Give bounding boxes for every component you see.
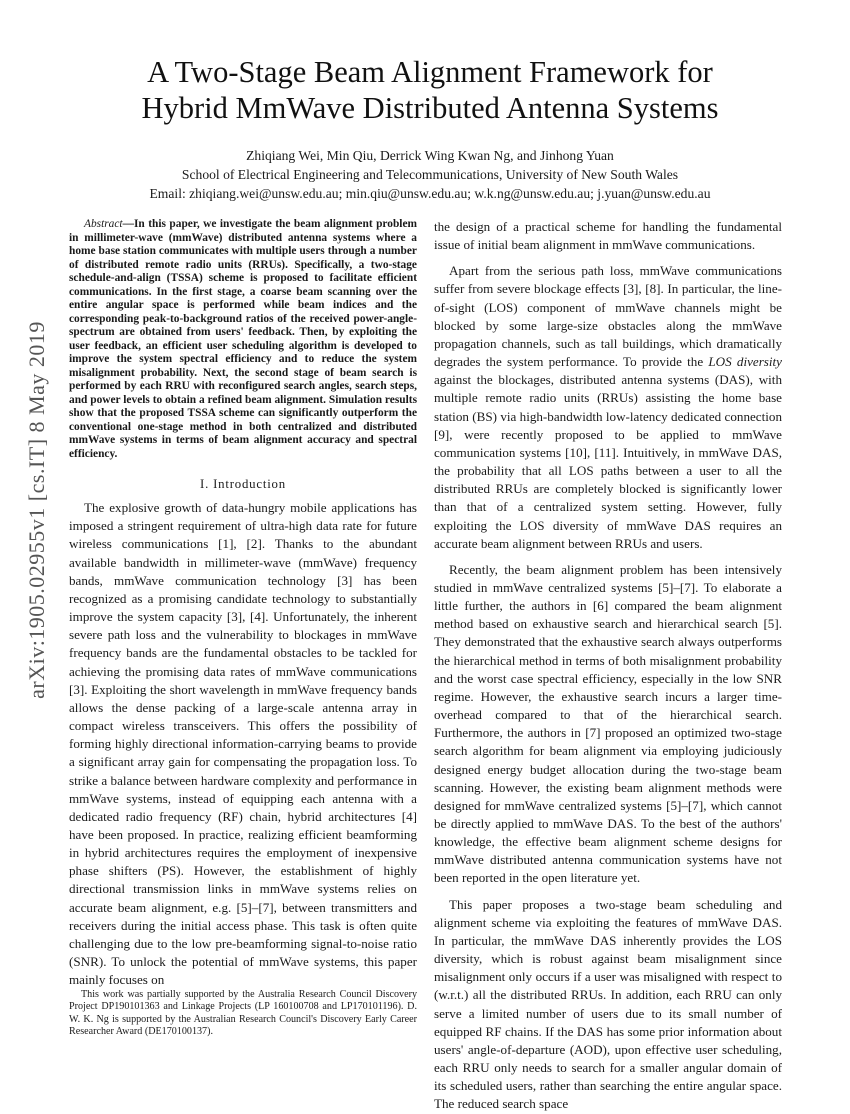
arxiv-identifier-text: arXiv:1905.02955v1 [cs.IT] 8 May 2019	[24, 321, 49, 699]
title-line-1: A Two-Stage Beam Alignment Framework for	[147, 55, 713, 89]
author-block	[70, 146, 790, 203]
right-paragraph-1-part-a: Apart from the serious path loss, mmWave communications suffer from severe blockage effects [3], [8]. In particular, the line-of-sight (LOS) component of mmWave channels might be blocked by some large-size obstacles along the mmWave propagation channels, such as tall buildings, which dramatically degrades the system performance. To provide the	[434, 263, 782, 370]
right-paragraph-1	[434, 262, 782, 553]
author-names: Zhiqiang Wei, Min Qiu, Derrick Wing Kwan Ng, and Jinhong Yuan	[246, 148, 614, 163]
intro-paragraph-1: The explosive growth of data-hungry mobile applications has imposed a stringent requirement of ultra-high data rate for future wireless communications [1], [2]. Thanks to the abundant available bandwidth in millimeter-wave (mmWave) frequency bands, mmWave communication technology [3] has been recognized as a promising candidate technology to substantially improve the system capacity [3], [4]. Unfortunately, the inherent severe path loss and the vulnerability to blockages in mmWave frequency bands are the fundamental obstacles to be tackled for achieving the promising data rates of mmWave communications [3]. Exploiting the short wavelength in mmWave frequency bands allows the dense packing of a large-scale antenna array in compact wireless transceivers. This offers the possibility of forming highly directional information-carrying beams to provide a significant array gain for compensating the propagation loss. To strike a balance between hardware complexity and performance in mmWave systems, instead of equipping each antenna with a dedicated radio frequency (RF) chain, hybrid architectures [4] have been proposed. In practice, realizing efficient beamforming in hybrid architectures requires the employment of inexpensive phase shifters (PS). However, the establishment of highly directional transmission links in mmWave systems relies on accurate beam alignment, e.g. [5]–[7], between transmitters and receivers during the initial access phase. This task is often quite challenging due to the low pre-beamforming signal-to-noise ratio (SNR). To unlock the potential of mmWave systems, this paper mainly focuses on	[69, 500, 417, 988]
right-paragraph-1-part-b: against the blockages, distributed antenna systems (DAS), with multiple remote radio units (RRUs) assisting the home base station (BS) via high-bandwidth low-latency dedicated connection [9], were recently proposed to be applied to mmWave communication systems [10], [11]. Intuitively, in mmWave DAS, the probability that all LOS paths between a user to all the distributed RRUs are completely blocked is significantly lower than that of a centralized system setting. However, fully exploiting the LOS diversity of mmWave DAS requires an accurate beam alignment between RRUs and users.	[434, 372, 782, 551]
right-paragraph-0: the design of a practical scheme for handling the fundamental issue of initial beam alignment in mmWave communications.	[434, 219, 782, 253]
left-column	[69, 218, 417, 989]
abstract	[69, 218, 417, 461]
right-paragraph-2: Recently, the beam alignment problem has been intensively studied in mmWave centralized systems [5]–[7]. To elaborate a little further, the authors in [6] compared the beam alignment method based on exhaustive search and hierarchical search [5]. They demonstrated that the exhaustive search always outperforms the hierarchical method in terms of both misalignment probability and the worst case spectral efficiency, especially in the low SNR regime. However, the exhaustive search incurs a larger time-overhead compared to that of the hierarchical search. Furthermore, the authors in [7] proposed an optimized two-stage search algorithm for beam alignment via employing judiciously designed energy budget allocation during the two-stage beam scanning. However, the existing beam alignment methods were designed for mmWave centralized systems [5]–[7], which cannot be directly applied to mmWave DAS. To the best of the authors' knowledge, the effective beam alignment scheme designs for mmWave distributed antenna communication systems have not been reported in the open literature yet.	[434, 561, 782, 886]
abstract-text: —In this paper, we investigate the beam alignment problem in millimeter-wave (mmWave) distributed antenna systems where a home base station communicates with multiple users through a number of distributed remote radio units (RRUs). Specifically, a two-stage schedule-and-align (TSSA) scheme is proposed to facilitate efficient communications. In the first stage, a coarse beam scanning over the entire angular space is performed while beam indices and the corresponding peak-to-background ratios of the received power-angle-spectrum are obtained from users' feedback. Then, by exploiting the user feedback, an efficient user scheduling algorithm is developed to improve the system spectral efficiency and to reduce the system misalignment probability. Next, the second stage of beam search is performed by each RRU with reconfigured search angles, search steps, and power levels to obtain a refined beam alignment. Simulation results show that the proposed TSSA scheme can significantly outperform the conventional one-stage method in both centralized and distributed mmWave systems in terms of beam alignment accuracy and spectral efficiency.	[69, 218, 417, 460]
arxiv-identifier	[7, 270, 67, 750]
section-heading-introduction: I. Introduction	[200, 477, 286, 491]
right-paragraph-3: This paper proposes a two-stage beam scheduling and alignment scheme via exploiting the features of mmWave DAS. In particular, the mmWave DAS inherently provides the LOS diversity, which is robust against beam misalignment since misalignment only occurs if a user was misaligned with respect to (w.r.t.) all the distributed RRUs. In addition, each RRU can only serve a limited number of users due to its small number of equipped RF chains. If the DAS has some prior information about users' angle-of-departure (AOD), upon effective user scheduling, each RRU only needs to search for a smaller angular domain of its scheduled users, rather than searching the entire angular space. The reduced search space	[434, 896, 782, 1112]
title-line-2: Hybrid MmWave Distributed Antenna Systems	[141, 91, 719, 125]
abstract-label: Abstract	[84, 218, 123, 230]
paper-title	[70, 54, 790, 126]
author-affiliation: School of Electrical Engineering and Telecommunications, University of New South Wales	[181, 167, 679, 182]
right-paragraph-1-emphasis: LOS diversity	[708, 354, 782, 370]
footnote: This work was partially supported by the Australia Research Council Discovery Project DP190101363 and Linkage Projects (LP 160100708 and LP170101196). D. W. K. Ng is supported by the Australian Research Council's Discovery Early Career Researcher Award (DE170100137).	[69, 989, 417, 1038]
right-column	[434, 218, 782, 1114]
author-emails: Email: zhiqiang.wei@unsw.edu.au; min.qiu@unsw.edu.au; w.k.ng@unsw.edu.au; j.yuan@unsw.edu.au	[149, 186, 711, 201]
